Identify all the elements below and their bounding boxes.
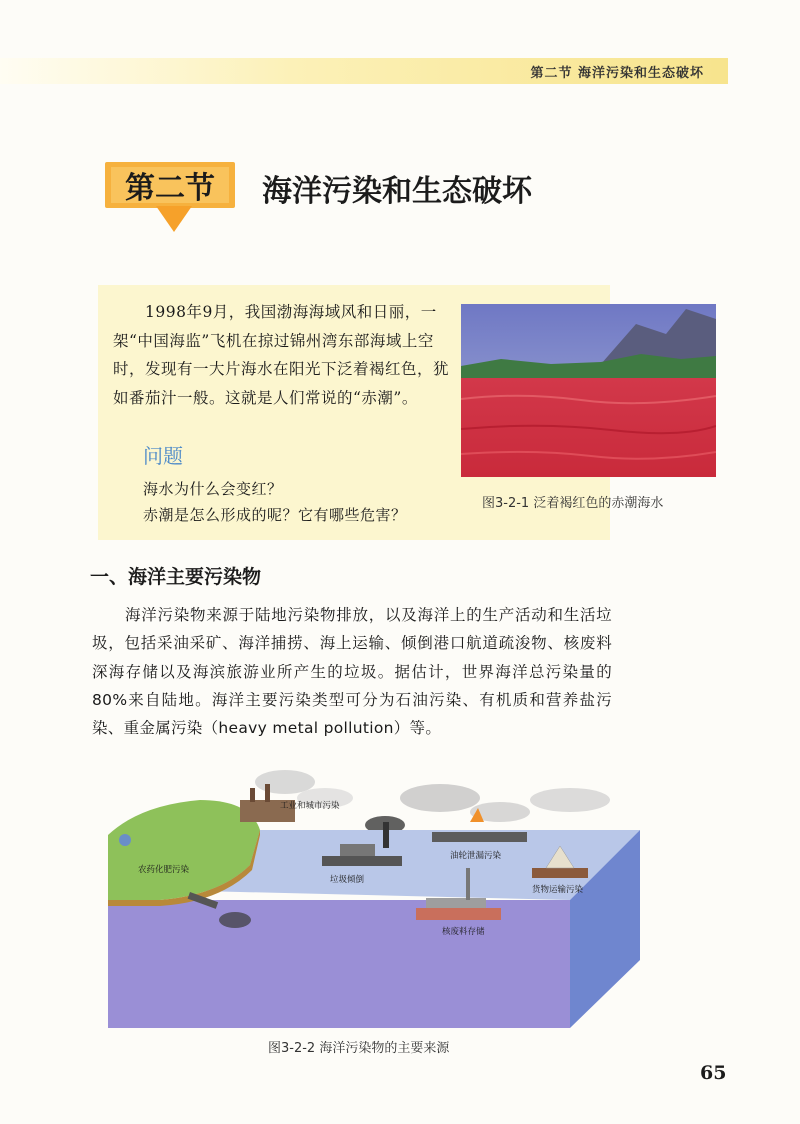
subsection-heading: 一、海洋主要污染物 <box>90 566 262 588</box>
running-header-title: 第二节 海洋污染和生态破坏 <box>530 66 704 81</box>
label-agriculture: 农药化肥污染 <box>138 865 190 875</box>
question-2: 赤潮是怎么形成的呢？它有哪些危害？ <box>143 506 407 524</box>
question-1: 海水为什么会变红？ <box>143 480 283 498</box>
figure-2-caption: 图3-2-2 海洋污染物的主要来源 <box>268 1041 450 1056</box>
section-number-badge <box>105 162 235 208</box>
dumping-ship-icon <box>322 856 402 866</box>
farmer-icon <box>119 834 131 846</box>
oil-tanker-icon <box>432 832 527 842</box>
label-cargo: 货物运输污染 <box>532 885 584 895</box>
section-number-label: 第二节 <box>111 167 229 203</box>
red-tide-photo <box>461 304 716 477</box>
badge-arrow-icon <box>156 206 192 232</box>
intro-paragraph: 1998年9月，我国渤海海域风和日丽，一架“中国海监”飞机在掠过锦州湾东部海域上空时，发现有一大片海水在阳光下泛着褐红色，犹如番茄汁一般。这就是人们常说的“赤潮”。 <box>113 303 450 407</box>
label-dumping: 垃圾倾倒 <box>330 875 365 885</box>
figure-1-caption: 图3-2-1 泛着褐红色的赤潮海水 <box>482 496 664 511</box>
label-oil-spill: 油轮泄漏污染 <box>450 851 502 861</box>
cargo-ship-icon <box>532 868 588 878</box>
label-nuclear: 核废料存储 <box>442 927 485 937</box>
nuclear-waste-ship-icon <box>416 908 501 920</box>
page-number: 65 <box>700 1062 727 1084</box>
question-heading: 问题 <box>143 444 183 468</box>
body-paragraph: 海洋污染物来源于陆地污染物排放，以及海洋上的生产活动和生活垃圾，包括采油采矿、海洋捕捞、海上运输、倾倒港口航道疏浚物、核废料深海存储以及海滨旅游业所产生的垃圾。据估计，世界海洋总污染量的80%来自陆地。海洋主要污染类型可分为石油污染、有机质和营养盐污染、重金属污染（heavy metal pollution）等。 <box>92 606 612 738</box>
pollution-sources-diagram <box>100 760 660 1035</box>
label-industry: 工业和城市污染 <box>280 801 340 811</box>
section-title: 海洋污染和生态破坏 <box>262 174 532 209</box>
